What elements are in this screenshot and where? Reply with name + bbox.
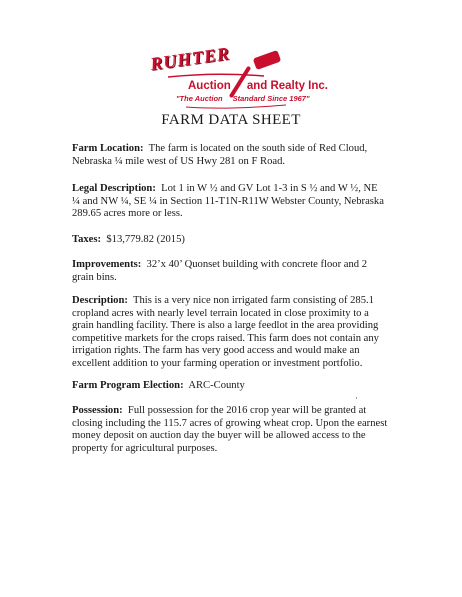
taxes-section [72,234,388,247]
possession-section [72,405,388,455]
section-label: Taxes: [72,234,102,245]
section-label: Improvements: [72,259,142,270]
section-label: Possession: [72,405,123,416]
logo-company-part1: Auction [188,80,231,92]
logo-company-part2: and Realty Inc. [246,80,328,92]
scan-speck [356,397,357,399]
section-text: This is a very nice non irrigated farm consisting of 285.1 cropland acres with nearly level terrain located in close proximity to a grain handling facility. There is also a large feedlot in the area providing competitive markets for the crops raised. This farm does not contain any irrigation rights. The farm has very good access and would make an excellent addition to your farming operation or investment portfolio. [72,295,379,369]
improvements-section [72,259,388,284]
logo-tagline [176,94,310,103]
section-text: ARC-County [188,380,245,391]
page-title: FARM DATA SHEET [161,112,301,128]
section-text: $13,779.82 (2015) [106,234,185,245]
logo-company-name [188,80,328,92]
section-label: Farm Program Election: [72,380,184,391]
section-text: The farm is located on the south side of Red Cloud, Nebraska ¼ mile west of US Hwy 281 on F Road. [72,143,368,167]
section-text: Lot 1 in W ½ and GV Lot 1-3 in S ½ and W ½, NE ¼ and NW ¼, SE ¼ in Section 11-T1N-R11W Webster County, Nebraska 289.65 acres more or less. [72,183,384,220]
section-text: Full possession for the 2016 crop year will be granted at closing including the 115.7 acres of growing wheat crop. Upon the earnest money deposit on auction day the buyer will be allowed access to the property for agricultural purposes. [72,405,388,454]
logo-brand-name: RUHTER [149,43,232,75]
section-label: Legal Description: [72,183,156,194]
company-logo [146,43,336,112]
section-text: 32’x 40’ Quonset building with concrete floor and 2 grain bins. [72,259,368,283]
section-label: Farm Location: [72,143,144,154]
farm-program-election-section [72,380,388,393]
logo-tagline-part1: "The Auction [176,94,223,103]
logo-tagline-part2: Standard Since 1967" [232,94,310,103]
legal-description-section [72,183,388,221]
section-label: Description: [72,295,128,306]
description-section [72,295,388,371]
farm-location-section [72,143,388,168]
